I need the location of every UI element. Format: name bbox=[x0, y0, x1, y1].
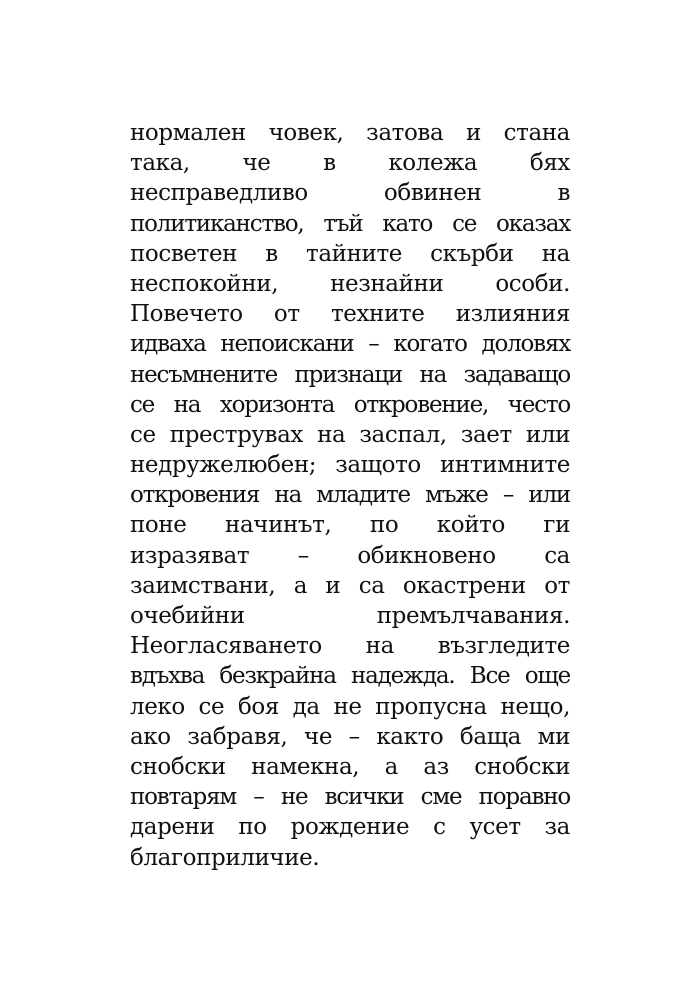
text-line: посветен в тайните скърби на bbox=[130, 240, 570, 267]
text-line: неспокойни, незнайни особи. bbox=[130, 270, 570, 297]
text-line: ако забравя, че – както баща ми bbox=[130, 723, 570, 750]
text-line: поне начинът, по който ги bbox=[130, 512, 570, 539]
text-line: леко се боя да не пропусна нещо, bbox=[130, 693, 570, 720]
text-line: снобски намекна, а аз снобски bbox=[130, 753, 570, 780]
text-line: Повечето от техните излияния bbox=[130, 301, 570, 328]
text-line: се на хоризонта откровение, често bbox=[130, 391, 570, 418]
text-line: несъмнените признаци на задаващо bbox=[130, 361, 570, 388]
text-line: повтарям – не всички сме поравно bbox=[130, 784, 570, 811]
text-line: недружелюбен; защото интимните bbox=[130, 452, 570, 479]
text-line: очебийни премълчавания. bbox=[130, 603, 570, 629]
text-line: идваха непоискани – когато доловях bbox=[130, 331, 570, 358]
text-line: нормален човек, затова и стана bbox=[130, 120, 570, 146]
text-line: политиканство, тъй като се оказах bbox=[130, 210, 570, 237]
text-line: несправедливо обвинен в bbox=[130, 180, 570, 207]
text-line: вдъхва безкрайна надежда. Все още bbox=[130, 663, 570, 690]
text-line: дарени по рождение с усет за bbox=[130, 814, 570, 841]
text-line: се преструвах на заспал, зает или bbox=[130, 421, 570, 448]
text-line: благоприличие. bbox=[130, 844, 320, 871]
text-line: откровения на младите мъже – или bbox=[130, 482, 570, 509]
text-line: Неогласяването на възгледите bbox=[130, 633, 570, 660]
text-line: така, че в колежа бях bbox=[130, 150, 570, 177]
text-line: изразяват – обикновено са bbox=[130, 542, 570, 569]
text-line: заимствани, а и са окастрени от bbox=[130, 572, 570, 599]
body-text bbox=[130, 118, 570, 873]
